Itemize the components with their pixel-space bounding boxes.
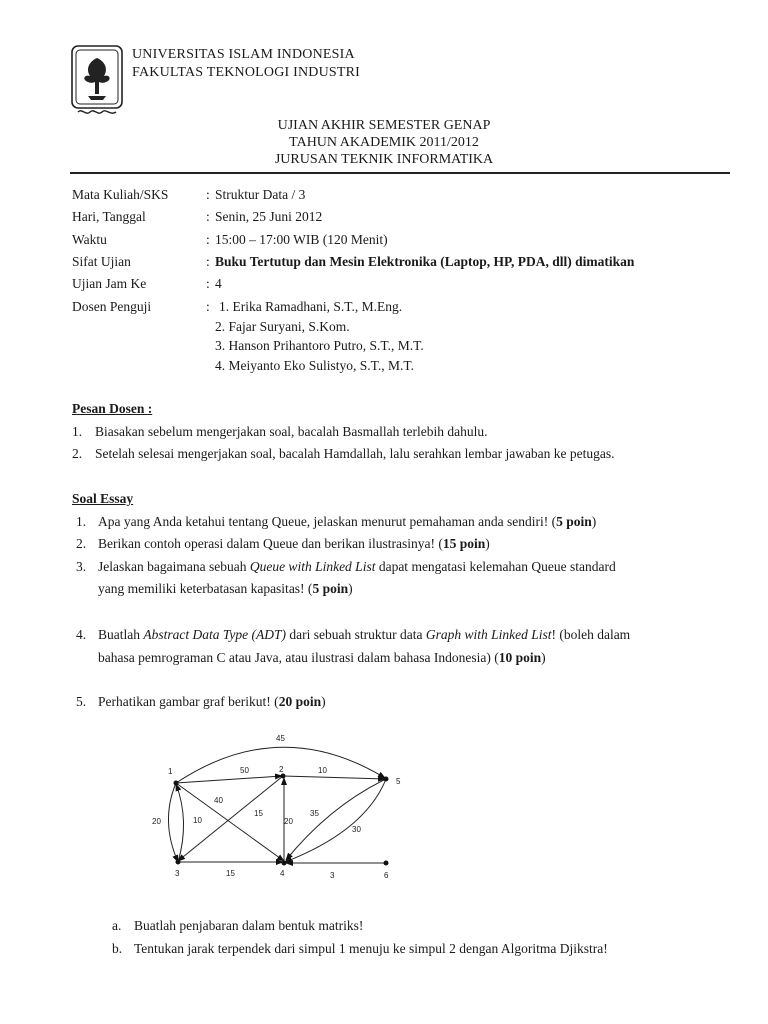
question-text: Jelaskan bagaimana sebuah <box>98 559 250 574</box>
time-value: 15:00 – 17:00 WIB (120 Menit) <box>215 232 388 247</box>
message-item: Biasakan sebelum mengerjakan soal, bacalah Basmallah terlebih dahulu. <box>95 424 488 439</box>
session-label: Ujian Jam Ke <box>72 276 147 291</box>
examiner-item: 4. Meiyanto Eko Sulistyo, S.T., M.T. <box>215 358 414 373</box>
question-text: dari sebuah struktur data <box>285 627 426 642</box>
date-value: Senin, 25 Juni 2012 <box>215 209 323 224</box>
colon: : <box>206 276 210 291</box>
examiner-label: Dosen Penguji <box>72 299 152 314</box>
examiner-item: 2. Fajar Suryani, S.Kom. <box>215 319 350 334</box>
question-text: dapat mengatasi kelemahan Queue standard <box>375 559 616 574</box>
subquestion-letter: a. <box>112 918 122 933</box>
message-item: Setelah selesai mengerjakan soal, bacalah Hamdallah, lalu serahkan lembar jawaban ke petugas. <box>95 446 615 461</box>
question-text: Perhatikan gambar graf berikut! ( <box>98 694 279 709</box>
date-label: Hari, Tanggal <box>72 209 146 224</box>
time-label: Waktu <box>72 232 107 247</box>
graph-figure <box>140 726 410 886</box>
message-number: 1. <box>72 424 83 439</box>
question-number: 1. <box>76 514 87 529</box>
question-number: 4. <box>76 627 87 642</box>
graph-weight-label: 50 <box>240 766 249 775</box>
examiner-item: 3. Hanson Prihantoro Putro, S.T., M.T. <box>215 338 424 353</box>
question-text: yang memiliki keterbatasan kapasitas! ( <box>98 581 313 596</box>
question-italic: Queue with Linked List <box>249 559 376 574</box>
course-value: Struktur Data / 3 <box>215 187 306 202</box>
subquestion-a: Buatlah penjabaran dalam bentuk matriks! <box>134 918 364 933</box>
colon: : <box>206 254 210 269</box>
question-points: 15 poin <box>442 536 486 551</box>
colon: : <box>206 209 210 224</box>
question-number: 2. <box>76 536 87 551</box>
question-4 <box>98 627 630 643</box>
question-points: 5 poin <box>556 514 592 529</box>
examiner-item: 1. Erika Ramadhani, S.T., M.Eng. <box>219 299 403 314</box>
university-name: UNIVERSITAS ISLAM INDONESIA <box>132 47 355 62</box>
question-3-line-2 <box>98 581 353 597</box>
graph-weight-label: 10 <box>318 766 327 775</box>
graph-node-dot <box>174 781 179 786</box>
colon: : <box>206 232 210 247</box>
graph-edge <box>168 783 178 862</box>
graph-node-dot <box>176 860 181 865</box>
question-points: 5 poin <box>312 581 349 596</box>
graph-node-label: 2 <box>279 765 284 774</box>
question-text: Apa yang Anda ketahui tentang Queue, jelaskan menurut pemahaman anda sendiri! ( <box>98 514 557 529</box>
graph-node-label: 3 <box>175 869 180 878</box>
graph-weight-label: 35 <box>310 809 319 818</box>
faculty-name: FAKULTAS TEKNOLOGI INDUSTRI <box>132 65 361 80</box>
graph-weight-label: 20 <box>284 817 293 826</box>
subquestion-letter: b. <box>112 941 123 956</box>
graph-node-dot <box>282 861 287 866</box>
graph-svg <box>140 726 410 886</box>
session-value: 4 <box>215 276 222 291</box>
question-close: ) <box>485 536 490 551</box>
course-label: Mata Kuliah/SKS <box>72 187 169 202</box>
graph-weight-label: 3 <box>330 871 335 880</box>
question-number: 5. <box>76 694 87 709</box>
graph-edge <box>176 776 282 783</box>
graph-edge <box>285 779 386 862</box>
question-text: bahasa pemrograman C atau Java, atau ilustrasi dalam bahasa Indonesia) ( <box>98 650 499 665</box>
graph-node-label: 1 <box>168 767 173 776</box>
question-close: ) <box>541 650 546 665</box>
question-points: 20 poin <box>278 694 322 709</box>
graph-node-label: 6 <box>384 871 389 880</box>
message-heading: Pesan Dosen : <box>72 401 153 416</box>
question-5 <box>98 694 326 710</box>
graph-weight-label: 15 <box>226 869 235 878</box>
question-2 <box>98 536 490 552</box>
question-text: Buatlah <box>98 627 144 642</box>
graph-weight-label: 20 <box>152 817 161 826</box>
colon: : <box>206 299 210 314</box>
question-italic: Graph with Linked List <box>425 627 552 642</box>
question-text: ! (boleh dalam <box>551 627 631 642</box>
graph-edge <box>283 776 385 779</box>
graph-weight-label: 40 <box>214 796 223 805</box>
colon: : <box>206 187 210 202</box>
question-close: ) <box>348 581 353 596</box>
graph-weight-label: 30 <box>352 825 361 834</box>
question-close: ) <box>591 514 597 529</box>
question-close: ) <box>321 694 326 709</box>
graph-edge <box>176 784 184 862</box>
question-points: 10 poin <box>498 650 542 665</box>
question-text: Berikan contoh operasi dalam Queue dan berikan ilustrasinya! ( <box>98 536 443 551</box>
question-4-line-2 <box>98 650 546 666</box>
question-number: 3. <box>76 559 87 574</box>
graph-node-dot <box>384 777 389 782</box>
title-divider <box>70 172 730 174</box>
academic-year: TAHUN AKADEMIK 2011/2012 <box>289 135 479 150</box>
graph-edge <box>286 779 386 860</box>
nature-label: Sifat Ujian <box>72 254 131 269</box>
graph-node-dot <box>384 861 389 866</box>
exam-title: UJIAN AKHIR SEMESTER GENAP <box>277 118 491 133</box>
graph-weight-label: 45 <box>276 734 285 743</box>
graph-weight-label: 15 <box>254 809 263 818</box>
question-3 <box>98 559 616 575</box>
essay-heading: Soal Essay <box>72 491 134 506</box>
graph-weight-label: 10 <box>193 816 202 825</box>
nature-value: Buku Tertutup dan Mesin Elektronika (Laptop, HP, PDA, dll) dimatikan <box>215 254 635 269</box>
graph-node-label: 4 <box>280 869 285 878</box>
subquestion-b: Tentukan jarak terpendek dari simpul 1 menuju ke simpul 2 dengan Algoritma Djikstra! <box>134 941 608 956</box>
department: JURUSAN TEKNIK INFORMATIKA <box>274 152 494 167</box>
graph-node-label: 5 <box>396 777 401 786</box>
question-italic: Abstract Data Type (ADT) <box>143 627 286 642</box>
university-logo <box>70 44 124 118</box>
message-number: 2. <box>72 446 83 461</box>
question-1 <box>98 514 596 530</box>
graph-node-dot <box>281 774 286 779</box>
